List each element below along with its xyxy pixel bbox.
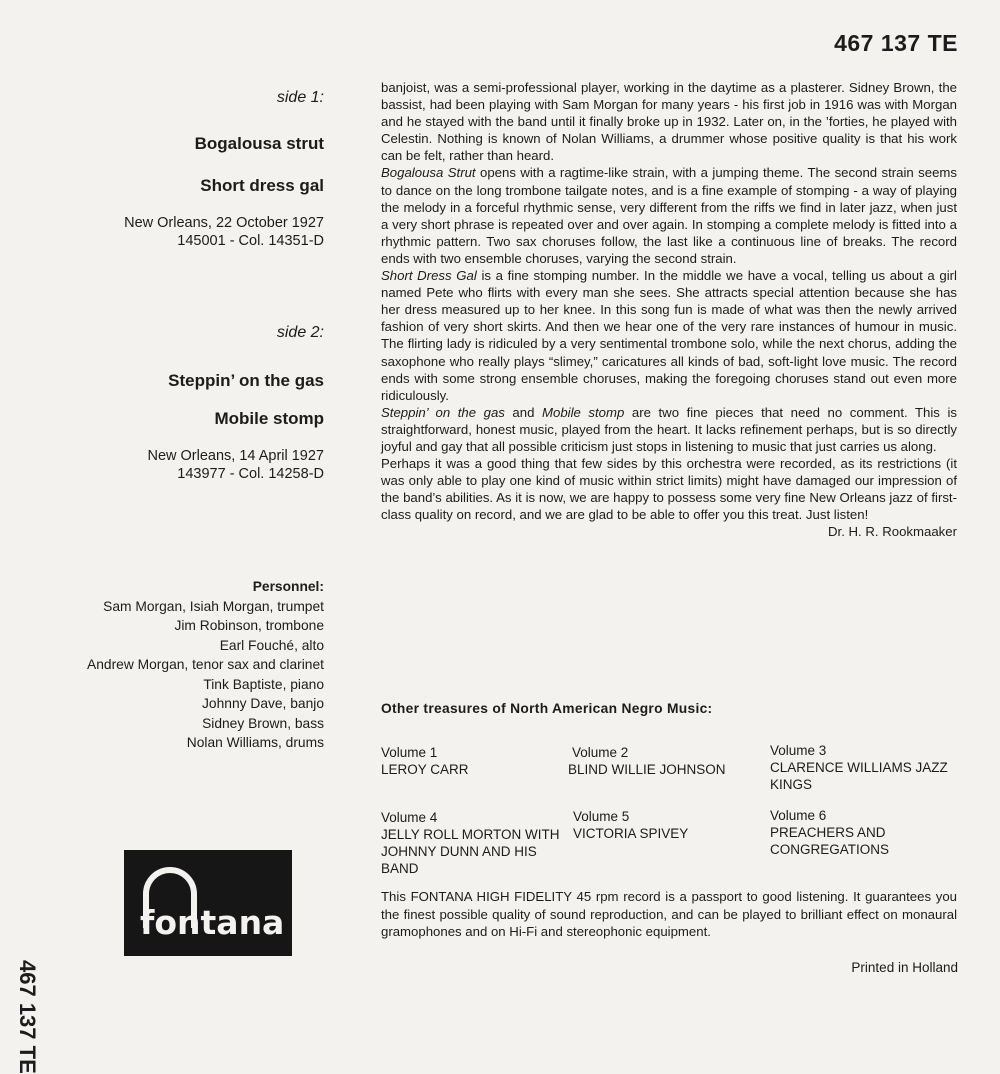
notes-text: opens with a ragtime-like strain, with a jumping theme. The second strain seems to dance on the long trombone tailgate notes, and is a fine example of stomping - a way of playing the melody in a forceful rhythmic sense, very different from the riffs we find in later jazz, when just a very short phrase is repeated over and over again. In stomping a complete melody is fitted into a rhythmic pattern. Two sax choruses follow, the last like a continuous line of breaks. The record ends with two ensemble choruses, varying the second strain. xyxy=(381,165,958,266)
volume-entry xyxy=(770,742,955,793)
notes-paragraph xyxy=(381,404,957,455)
personnel-list xyxy=(87,577,324,753)
notes-paragraph xyxy=(381,164,957,267)
personnel-line: Tink Baptiste, piano xyxy=(203,676,324,692)
personnel-line: Jim Robinson, trombone xyxy=(174,618,324,633)
volume-artist: PREACHERS AND CONGREGATIONS xyxy=(770,825,890,857)
volume-number: Volume 1 xyxy=(381,745,438,760)
notes-track-title: Bogalousa Strut xyxy=(381,165,476,181)
notes-paragraph: Perhaps it was a good thing that few sides by this orchestra were recorded, as its restrictions (it was only able to play one kind of music within strict limits) might have damaged our impression of the band’s abilities. As it is now, we are happy to possess some very fine New Orleans jazz of first-class quality on record, and we are glad to be able to offer you this treat. Just listen! xyxy=(381,456,957,523)
volume-artist: JELLY ROLL MORTON WITH JOHNNY DUNN AND HIS BAND xyxy=(381,827,560,876)
volume-artist: CLARENCE WILLIAMS JAZZ KINGS xyxy=(770,760,948,792)
notes-text: and xyxy=(504,404,542,420)
side-2-track-1: Steppin’ on the gas xyxy=(168,371,324,390)
personnel-heading: Personnel: xyxy=(252,579,324,594)
volume-number: Volume 6 xyxy=(770,808,827,823)
catalog-number: 467 137 TE xyxy=(834,30,958,56)
other-treasures-heading: Other treasures of North American Negro Music: xyxy=(381,701,713,716)
vertical-catalog-number: 467 137 TE xyxy=(15,960,40,1074)
side-1-track-2: Short dress gal xyxy=(200,176,324,195)
volume-number: Volume 5 xyxy=(573,809,630,824)
fontana-hi-fi-statement: This FONTANA HIGH FIDELITY 45 rpm record is a passport to good listening. It guarantees you the finest possible quality of sound reproduction, and can be played to brilliant effect on monaural gramophones and on Hi-Fi and stereophonic equipment. xyxy=(381,889,957,939)
side-2-label: side 2: xyxy=(276,324,324,341)
printed-in-label: Printed in Holland xyxy=(851,960,958,975)
side-1-track-1: Bogalousa strut xyxy=(194,134,324,153)
side-1-label: side 1: xyxy=(276,89,324,106)
side-2-track-2: Mobile stomp xyxy=(214,409,324,428)
volume-entry xyxy=(568,744,763,778)
fontana-logo-mark xyxy=(124,850,292,956)
volume-number: Volume 2 xyxy=(572,745,629,760)
notes-track-title: Short Dress Gal xyxy=(381,268,477,284)
volume-entry xyxy=(381,744,561,778)
notes-track-title: Steppin’ on the gas xyxy=(381,404,505,420)
side-2-recording-info xyxy=(147,447,324,483)
personnel-line: Andrew Morgan, tenor sax and clarinet xyxy=(87,657,324,672)
personnel-line: Johnny Dave, banjo xyxy=(202,696,324,711)
liner-notes xyxy=(381,79,957,541)
fontana-logo xyxy=(124,850,292,956)
volume-number: Volume 3 xyxy=(770,743,827,758)
notes-paragraph: banjoist, was a semi-professional player, working in the daytime as a plasterer. Sidney Brown, the bassist, had been playing with Sam Morgan for many years - his first job in 1916 was with Morgan and he stayed with the band until it finally broke up in 1932. Later on, in the ’forties, he played with Celestin. Nothing is known of Nolan Williams, a drummer whose positive quality is that his work can be felt, rather than heard. xyxy=(381,80,957,164)
volume-entry xyxy=(381,809,561,877)
side-1-matrix-number: 145001 - Col. 14351-D xyxy=(177,233,324,249)
volume-artist: VICTORIA SPIVEY xyxy=(573,826,689,841)
volume-entry xyxy=(573,808,763,842)
notes-signature: Dr. H. R. Rookmaaker xyxy=(828,524,957,540)
notes-text: is a fine stomping number. In the middle we have a vocal, telling us about a girl named Pete who flirts with every man she sees. She attracts special attention because she has her dress measured up to her knee. In this song fun is made of what was then the newly arrived fashion of very short skirts. And then we hear one of the very rare instances of humour in music. The flirting lady is ridiculed by a very sentimental trombone solo, while the next chorus, adding the saxophone who really plays “slimey,” caricatures all kinds of bad, soft-light love music. The record ends with some strong ensemble choruses, making the foregoing choruses stand out even more ridiculously. xyxy=(381,268,957,403)
personnel-line: Nolan Williams, drums xyxy=(186,735,324,750)
personnel-line: Sam Morgan, Isiah Morgan, trumpet xyxy=(103,598,324,614)
side-1-recording-place-date: New Orleans, 22 October 1927 xyxy=(124,215,324,231)
volume-number: Volume 4 xyxy=(381,810,438,825)
personnel-line: Earl Fouché, alto xyxy=(219,637,324,653)
side-2-recording-place-date: New Orleans, 14 April 1927 xyxy=(147,448,324,464)
volume-entry xyxy=(770,807,960,858)
notes-paragraph xyxy=(381,267,957,404)
notes-track-title: Mobile stomp xyxy=(542,404,625,420)
side-2-matrix-number: 143977 - Col. 14258-D xyxy=(177,466,324,482)
volume-artist: LEROY CARR xyxy=(381,762,469,777)
side-1-recording-info xyxy=(124,214,324,250)
volume-artist: BLIND WILLIE JOHNSON xyxy=(568,762,726,777)
personnel-line: Sidney Brown, bass xyxy=(202,715,324,731)
fontana-logo-text: fontana xyxy=(140,903,285,942)
notes-text: are two fine pieces that need no comment. This is straightforward, honest music, played from the heart. It lacks refinement perhaps, but is so directly joyful and gay that all possible criticism just stops in listening to music that just carries us along. xyxy=(381,404,957,454)
